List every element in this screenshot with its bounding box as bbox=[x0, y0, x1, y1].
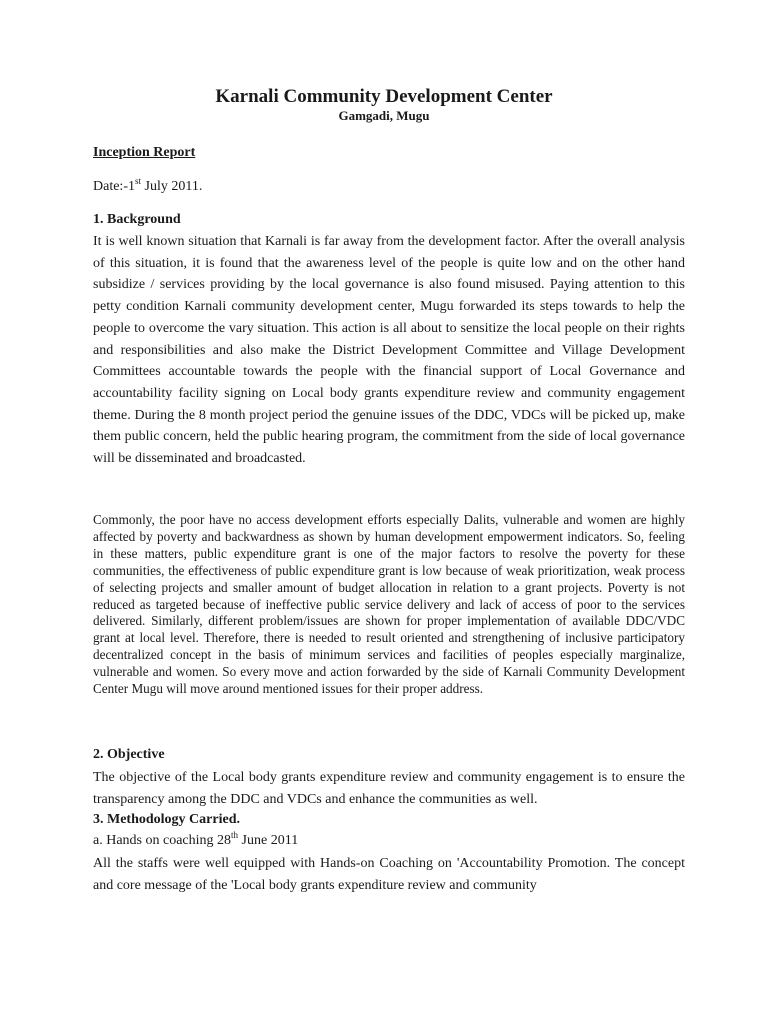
section-heading-background: 1. Background bbox=[93, 212, 181, 227]
report-heading: Inception Report bbox=[93, 145, 196, 160]
methodology-paragraph: All the staffs were well equipped with Hands-on Coaching on 'Accountability Promotion. The concept and core message of the 'Local body grants expenditure review and community bbox=[93, 856, 685, 893]
background-paragraph-2: Commonly, the poor have no access development efforts especially Dalits, vulnerable and women are highly affected by poverty and backwardness as shown by human development empowerment indicators. So, feeling in these matters, public expenditure grant is one of the major factors to resolve the poverty for these communities, the effectiveness of public expenditure grant is low because of weak prioritization, weak process of selecting projects and smaller amount of budget allocation in relation to a grant projects. Poverty is not reduced as targeted because of ineffective public service delivery and lack of access of poor to the services delivered. Similarly, different problem/issues are shown for proper implementation of available DDC/VDC grant at local level. Therefore, there is needed to result oriented and strengthening of inclusive participatory decentralized concept in the basis of minimum services and facilities of peoples especially marginalize, vulnerable and women. So every move and action forwarded by the side of Karnali Community Development Center Mugu will move around mentioned issues for their proper address. bbox=[93, 512, 685, 697]
methodology-sub-suffix: June 2011 bbox=[238, 833, 299, 848]
methodology-sub-superscript: th bbox=[231, 830, 239, 840]
report-date bbox=[93, 177, 202, 197]
organization-location: Gamgadi, Mugu bbox=[338, 108, 430, 123]
date-prefix: Date:-1 bbox=[93, 179, 135, 194]
methodology-subheading bbox=[93, 831, 298, 851]
section-heading-objective: 2. Objective bbox=[93, 747, 165, 762]
date-suffix: July 2011. bbox=[141, 179, 203, 194]
organization-title: Karnali Community Development Center bbox=[215, 86, 553, 107]
objective-paragraph: The objective of the Local body grants expenditure review and community engagement is to ensure the transparency among the DDC and VDCs and enhance the communities as well. bbox=[93, 770, 685, 807]
date-superscript: st bbox=[134, 176, 141, 186]
methodology-sub-prefix: a. Hands on coaching 28 bbox=[93, 833, 232, 848]
background-paragraph-1: It is well known situation that Karnali is far away from the development factor. After the overall analysis of this situation, it is found that the awareness level of the people is quite low and on the other hand subsidize / services providing by the local governance is also found misused. Paying attention to this petty condition Karnali community development center, Mugu forwarded its steps towards to help the people to overcome the vary situation. This action is all about to sensitize the local people on their rights and responsibilities and also make the District Development Committee and Village Development Committees accountable towards the people with the financial support of Local Governance and accountability facility signing on Local body grants expenditure review and community engagement theme. During the 8 month project period the genuine issues of the DDC, VDCs will be picked up, make them public concern, held the public hearing program, the commitment from the side of local governance will be disseminated and broadcasted. bbox=[93, 234, 685, 467]
section-heading-methodology: 3. Methodology Carried. bbox=[93, 812, 240, 827]
